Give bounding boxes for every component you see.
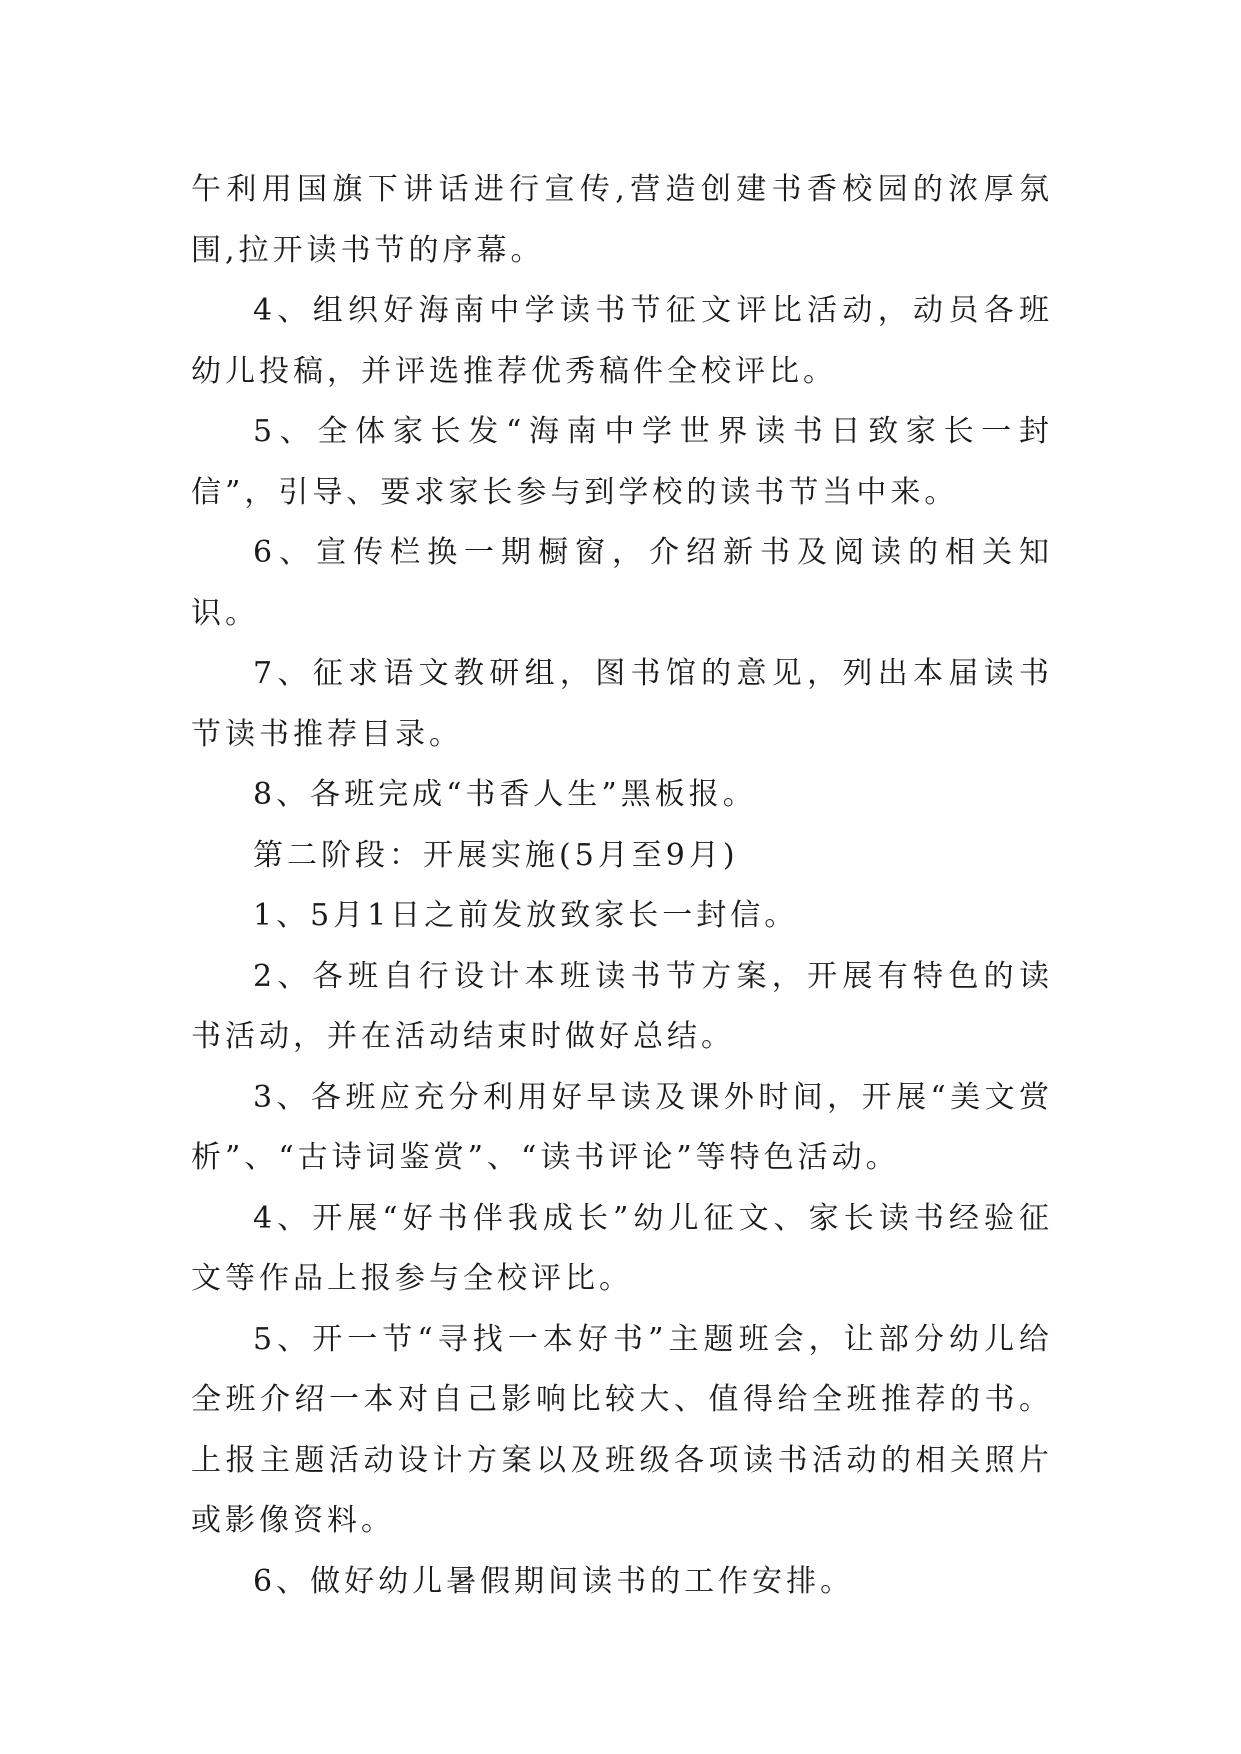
paragraph-12: 5、开一节“寻找一本好书”主题班会，让部分幼儿给全班介绍一本对自己影响比较大、值得给全班推荐的书。上报主题活动设计方案以及班级各项读书活动的相关照片或影像资料。 bbox=[191, 1321, 1053, 1538]
paragraph-5: 7、征求语文教研组，图书馆的意见，列出本届读书节读书推荐目录。 bbox=[191, 656, 1053, 752]
paragraph-1: 午利用国旗下讲话进行宣传,营造创建书香校园的浓厚氛围,拉开读书节的序幕。 bbox=[191, 172, 1053, 268]
paragraph-6: 8、各班完成“书香人生”黑板报。 bbox=[253, 777, 757, 812]
paragraph-4: 6、宣传栏换一期橱窗，介绍新书及阅读的相关知识。 bbox=[191, 535, 1053, 631]
paragraph-13: 6、做好幼儿暑假期间读书的工作安排。 bbox=[253, 1563, 855, 1599]
paragraph-10: 3、各班应充分利用好早读及课外时间，开展“美文赏析”、“古诗词鉴赏”、“读书评论”等特色活动。 bbox=[191, 1079, 1053, 1175]
paragraph-9: 2、各班自行设计本班读书节方案，开展有特色的读书活动，并在活动结束时做好总结。 bbox=[191, 958, 1053, 1054]
document-body bbox=[191, 160, 1053, 1612]
paragraph-11: 4、开展“好书伴我成长”幼儿征文、家长读书经验征文等作品上报参与全校评比。 bbox=[191, 1200, 1053, 1296]
paragraph-3: 5、全体家长发“海南中学世界读书日致家长一封信”，引导、要求家长参与到学校的读书节当中来。 bbox=[191, 414, 1053, 510]
section-heading-stage-two: 第二阶段：开展实施(5月至9月) bbox=[253, 837, 739, 873]
paragraph-2: 4、组织好海南中学读书节征文评比活动，动员各班幼儿投稿，并评选推荐优秀稿件全校评比。 bbox=[191, 293, 1053, 389]
paragraph-8: 1、5月1日之前发放致家长一封信。 bbox=[253, 898, 799, 933]
